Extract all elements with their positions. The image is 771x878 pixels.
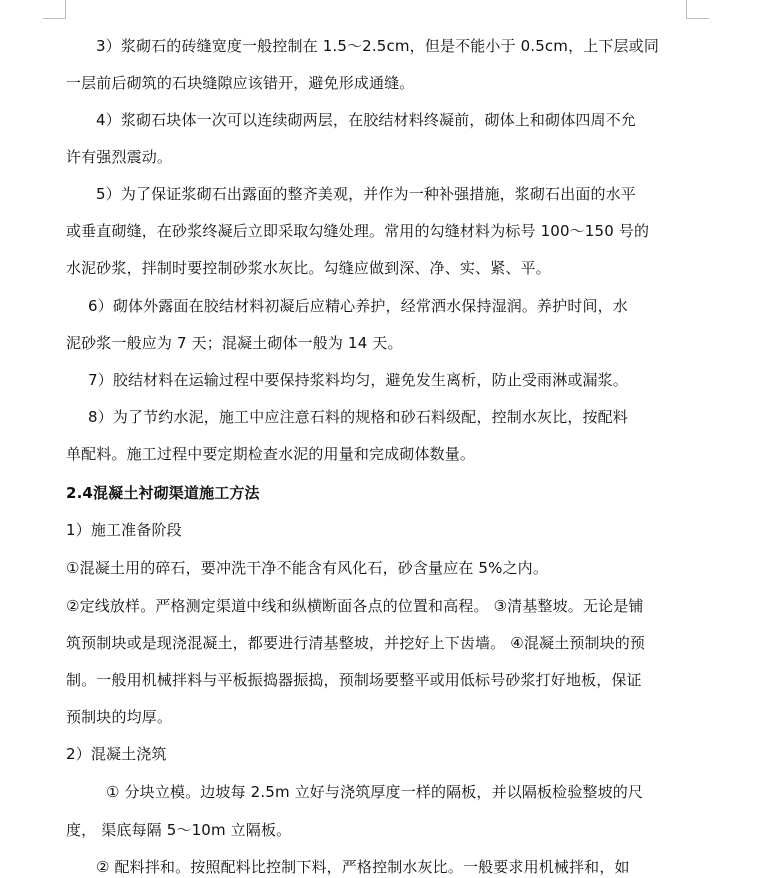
paragraph-line: 单配料。施工过程中要定期检查水泥的用量和完成砌体数量。 <box>66 445 476 463</box>
paragraph-line: 6）砌体外露面在胶结材料初凝后应精心养护，经常洒水保持湿润。养护时间，水 <box>88 297 628 315</box>
paragraph-line: 或垂直砌缝，在砂浆终凝后立即采取勾缝处理。常用的勾缝材料为标号 100～150 号的 <box>66 222 650 240</box>
page-corner-mark-top-left <box>43 0 66 19</box>
subsection-heading: 1）施工准备阶段 <box>66 521 182 539</box>
page-corner-mark-top-right <box>686 0 709 19</box>
paragraph-line: 一层前后砌筑的石块缝隙应该错开，避免形成通缝。 <box>66 74 415 92</box>
paragraph-line: 7）胶结材料在运输过程中要保持浆料均匀，避免发生离析，防止受雨淋或漏浆。 <box>88 371 628 389</box>
section-heading: 2.4混凝土衬砌渠道施工方法 <box>66 484 260 502</box>
paragraph-line: 泥砂浆一般应为 7 天；混凝土砌体一般为 14 天。 <box>66 334 403 352</box>
paragraph-line: 8）为了节约水泥，施工中应注意石料的规格和砂石料级配，控制水灰比，按配料 <box>88 408 628 426</box>
paragraph-line: 4）浆砌石块体一次可以连续砌两层，在胶结材料终凝前，砌体上和砌体四周不允 <box>96 111 636 129</box>
paragraph-line: 水泥砂浆，拌制时要控制砂浆水灰比。勾缝应做到深、净、实、紧、平。 <box>66 259 551 277</box>
paragraph-line: 制。一般用机械拌料与平板振捣器振捣，预制场要整平或用低标号砂浆打好地板，保证 <box>66 671 642 689</box>
paragraph-line: ① 分块立模。边坡每 2.5m 立好与浇筑厚度一样的隔板，并以隔板检验整坡的尺 <box>106 783 644 801</box>
paragraph-line: 度， 渠底每隔 5～10m 立隔板。 <box>66 821 292 839</box>
paragraph-line: ② 配料拌和。按照配料比控制下料，严格控制水灰比。一般要求用机械拌和，如 <box>96 858 630 876</box>
paragraph-line: 筑预制块或是现浇混凝土，都要进行清基整坡，并挖好上下齿墙。 ④混凝土预制块的预 <box>66 634 646 652</box>
paragraph-line: 许有强烈震动。 <box>66 148 173 166</box>
paragraph-line: 3）浆砌石的砖缝宽度一般控制在 1.5～2.5cm，但是不能小于 0.5cm，上下层或同 <box>96 37 659 55</box>
paragraph-line: ①混凝土用的碎石，要冲洗干净不能含有风化石，砂含量应在 5%之内。 <box>66 559 548 577</box>
paragraph-line: 预制块的均厚。 <box>66 708 173 726</box>
paragraph-line: ②定线放样。严格测定渠道中线和纵横断面各点的位置和高程。 ③清基整坡。无论是铺 <box>66 597 644 615</box>
paragraph-line: 5）为了保证浆砌石出露面的整齐美观，并作为一种补强措施，浆砌石出面的水平 <box>96 185 636 203</box>
subsection-heading: 2）混凝土浇筑 <box>66 745 167 763</box>
